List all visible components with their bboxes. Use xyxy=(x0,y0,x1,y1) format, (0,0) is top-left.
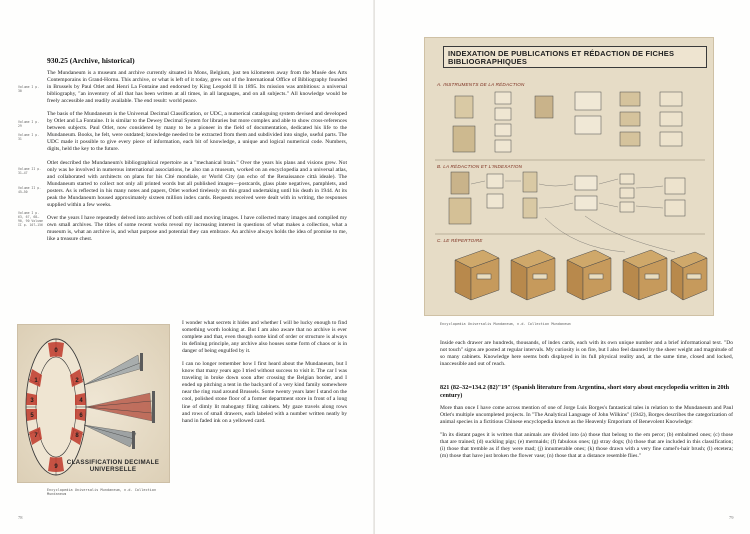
paragraph: I wonder what secrets it hides and whether I will be lucky enough to find something worth looking at. But I am also aware that no archive is ever complete and that, even though some kind of order or structure is always its defining principle, any archive also houses some form of chaos or is in danger of being engulfed by it. xyxy=(182,320,347,355)
wheel-digit: 4 xyxy=(79,398,83,404)
page-number: 78 xyxy=(18,515,23,520)
right-body-text xyxy=(440,405,733,460)
left-column-text xyxy=(182,320,347,425)
wheel-digit: 8 xyxy=(75,433,79,439)
page-number: 79 xyxy=(729,515,734,520)
board-section-label: B. LA RÉDACTION ET L'INDEXATION xyxy=(437,164,523,169)
wheel-digit: 5 xyxy=(30,413,34,419)
paragraph: Inside each drawer are hundreds, thousands, of index cards, each with its own unique number and a brief informational text. "Do not touch" signs are posted at regular intervals. My curiosity is on fire, but I also feel daunted by the sheer weight and magnitude of so many cabinets. Knowledge here seems both displayed in its full physical reality and, at the same time, closed and locked, inaccessible and out of reach. xyxy=(440,340,733,368)
board-section-label: C. LE RÉPERTOIRE xyxy=(437,238,483,243)
wheel-digit: 6 xyxy=(79,413,83,419)
board-section-label: A. INSTRUMENTS DE LA RÉDACTION xyxy=(437,82,525,87)
margin-note: Volume II p. 45–50 xyxy=(18,186,42,194)
margin-note: Volume I p. 31 xyxy=(18,133,40,141)
paragraph: Otlet described the Mundaneum's bibliographical repertoire as a "mechanical brain." Over the years his plans and visions grew. Not only was he involved in numerous international associations, he also ran a museum, worked on an encyclopedia and a universal atlas, and collaborated with architects on plans for his Cité mondiale, or World City (an echo of the Renaissance città ideale). The Mundaneum started to collect not only all printed words but all published images—postcards, glass plate negatives, pamphlets, and posters. As is reflected in his many notes and papers, Otlet worked tirelessly on this grand undertaking until his death in 1944. At its peak the Mundaneum housed approximately sixteen million index cards. Requests received were dealt with in writing, the responses supplied within a few weeks. xyxy=(47,159,347,208)
wheel-digit: 2 xyxy=(75,378,79,384)
classification-wheel-figure xyxy=(17,324,170,483)
section-heading: 930.25 (Archive, historical) xyxy=(47,56,135,65)
margin-note: Volume I p. 30 xyxy=(18,85,40,93)
wheel-digit: 0 xyxy=(54,348,58,354)
indexation-board-figure xyxy=(424,37,714,316)
margin-note: Volume II p. 31–47 xyxy=(18,167,42,175)
board-illustration xyxy=(425,38,714,316)
quote: "In its distant pages it is written that animals are divided into (a) those that belong to the em peror; (b) embalmed ones; (c) those that are trained; (d) suckling pigs; (e) mermaids; (f) fabulous ones; (g) stray dogs; (h) those that are included in this classification; (i) those that tremble as if they were mad; (j) innumerable ones; (k) those drawn with a very fine camel's-hair brush; (l) etcetera; (m) those that have just broken the flower vase; (n) those that at a distance resemble flies." xyxy=(440,432,733,460)
margin-note: Volume I p. 63, 67, 68–90, 90 Volume II p. 107–156 xyxy=(18,211,43,227)
paragraph: I can no longer remember how I first heard about the Mundaneum, but I know that many years ago I tried without success to visit it. The car I was traveling in broke down soon after crossing the Belgian border, and I ended up pitching a tent in the backyard of a very kind family somewhere near the ring road around Brussels. Some twenty years later I stand on the cool, polished stone floor of a former department store in front of a long line of dimly lit mahogany filing cabinets. My gaze travels along rows and rows of small drawers, each labeled with a number written neatly by hand in faded ink on a yellowed card. xyxy=(182,361,347,424)
wheel-digit: 7 xyxy=(34,433,38,439)
right-body-text xyxy=(440,340,733,374)
board-title: INDEXATION DE PUBLICATIONS ET RÉDACTION DE FICHES BIBLIOGRAPHIQUES xyxy=(448,49,675,66)
paragraph: The basis of the Mundaneum is the Universal Decimal Classification, or UDC, a numerical cataloguing system devised and developed by Otlet and La Fontaine. It is similar to the Dewey Decimal System for libraries but more complex and able to show cross-references between subjects. Paul Otlet, now considered by many to be a pioneer in the field of documentation, dedicated his life to the Mundaneum. Books, he felt, were outdated; knowledge needed to be extracted from them and subdivided into single, useful parts. The UDC made it possible to give every piece of information, each bit of knowledge, a unique and logical numerical code. Numbers, digits, held the key to the future. xyxy=(47,111,347,153)
wheel-digit: 9 xyxy=(54,464,58,470)
section-heading: 821 (82–32=134.2 (82)"19" (Spanish literature from Argentina, short story about encyclopedia written in 20th century) xyxy=(440,384,730,399)
left-body-text xyxy=(47,70,347,243)
figure-caption: Encyclopedia Universalis Mundaneum, n.d. Collection Mundaneum xyxy=(47,488,157,497)
paragraph: The Mundaneum is a museum and archive currently situated in Mons, Belgium, just ten kilometers away from the Musée des Arts Contemporains in Grand-Hornu. This archive, or what is left of it today, grew out of the International Office of Bibliography founded in Brussels by Paul Otlet and Henri La Fontaine and endorsed by King Leopold II in 1895. Its mission was ambitious: a universal bibliography, "an inventory of all that has been written at all times, in all languages, and on all subjects." All knowledge would be freely accessible and readily available. The end result: world peace. xyxy=(47,70,347,105)
figure-caption: Encyclopedia Universalis Mundaneum, n.d. Collection Mundaneum xyxy=(440,322,571,326)
figure-label: CLASSIFICATION DECIMALE UNIVERSELLE xyxy=(66,459,160,473)
margin-note: Volume I p. 29 xyxy=(18,120,40,128)
paragraph: More than once I have come across mention of one of Jorge Luis Borges's fantastical tales in relation to the Mundaneum and Paul Otlet's multiple uncompleted projects. In "The Analytical Language of John Wilkins" (1942), Borges describes the categorization of animal species in a fictitious Chinese encyclopedia known as the Heavenly Emporium of Benevolent Knowledge: xyxy=(440,405,733,426)
wheel-digit: 1 xyxy=(34,378,38,384)
paragraph: Over the years I have repeatedly delved into archives of both still and moving images. I have collected many images and compiled my own small archives. The titles of some recent works reveal my increasing interest in questions of what makes a collection, what a museum is, what an archive is, and what purpose and potential they can embrace. An archive always holds the idea of promise to me, like a treasure chest. xyxy=(47,214,347,242)
wheel-digit: 3 xyxy=(30,398,34,404)
